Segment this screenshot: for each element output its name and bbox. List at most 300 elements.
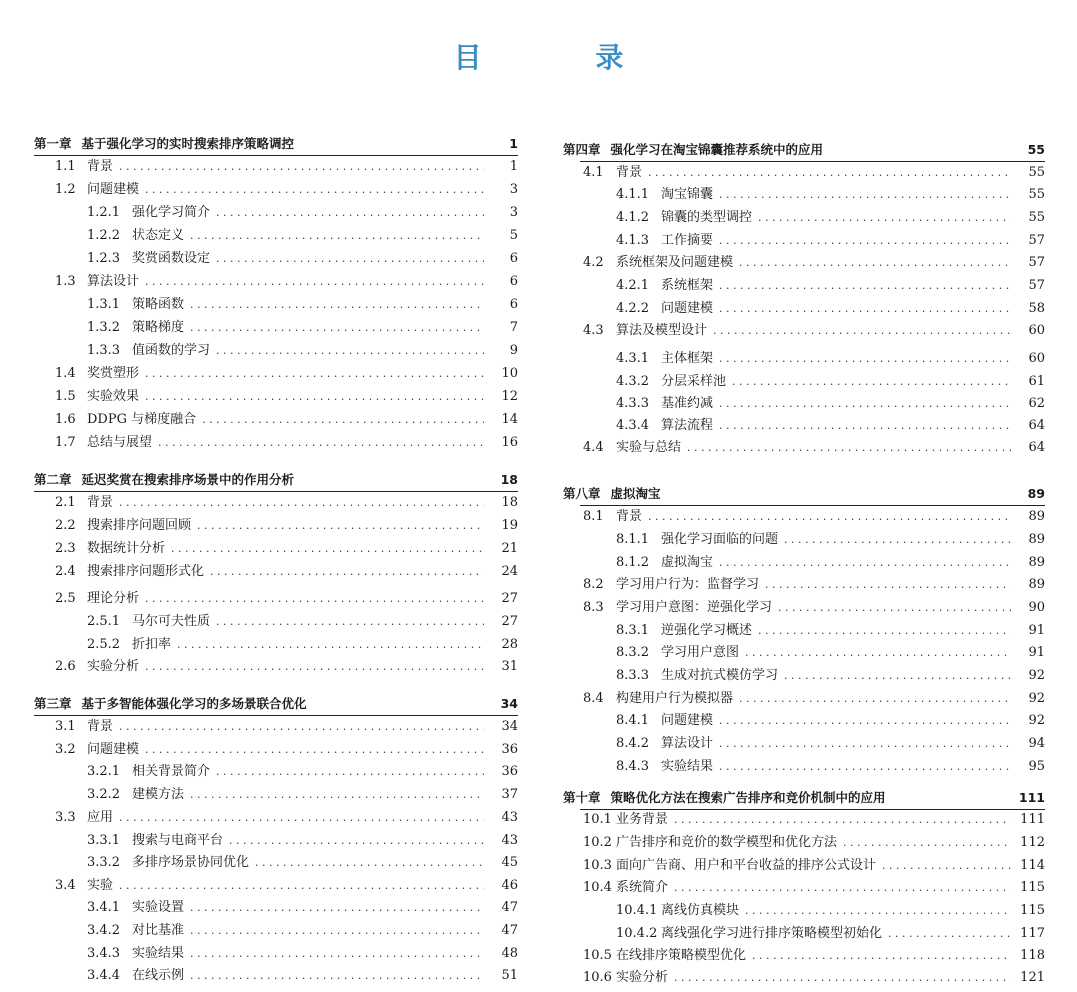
- toc-subsection-entry[interactable]: [87, 249, 518, 269]
- dot-leader: [732, 372, 1011, 392]
- entry-number: 4.2.2: [616, 301, 650, 316]
- entry-page-number: 91: [1028, 623, 1045, 638]
- dot-leader: [190, 295, 484, 315]
- entry-number: 8.3.3: [616, 668, 650, 683]
- dot-leader: [719, 276, 1011, 296]
- chapter-page-number: 34: [500, 696, 518, 711]
- entry-title: 逆强化学习概述: [661, 623, 753, 638]
- toc-subsection-entry[interactable]: [616, 553, 1045, 573]
- entry-page-number: 89: [1028, 509, 1045, 524]
- entry-page-number: 62: [1028, 396, 1045, 411]
- entry-number: 1.2.2: [87, 228, 121, 243]
- entry-title: 实验结果: [132, 946, 185, 961]
- entry-title: 奖赏塑形: [87, 366, 140, 381]
- entry-number: 4.3.1: [616, 351, 650, 366]
- entry-page-number: 90: [1028, 600, 1045, 615]
- entry-title: 算法流程: [661, 418, 714, 433]
- toc-chapter-heading[interactable]: [34, 134, 518, 154]
- dot-leader: [739, 253, 1011, 273]
- entry-number: 2.5: [55, 591, 76, 606]
- toc-subsection-entry[interactable]: [87, 612, 518, 632]
- dot-leader: [719, 394, 1011, 414]
- entry-number: 2.1: [55, 495, 76, 510]
- entry-title: 在线示例: [132, 968, 185, 983]
- entry-number: 2.6: [55, 659, 76, 674]
- entry-title: 虚拟淘宝: [661, 555, 714, 570]
- dot-leader: [145, 180, 484, 200]
- toc-section-entry[interactable]: [55, 157, 518, 177]
- entry-page-number: 121: [1020, 970, 1045, 985]
- dot-leader: [190, 944, 484, 964]
- dot-leader: [190, 921, 484, 941]
- chapter-rule: [34, 155, 518, 156]
- entry-page-number: 115: [1020, 880, 1045, 895]
- toc-section-entry[interactable]: [583, 163, 1045, 183]
- dot-leader: [719, 231, 1011, 251]
- entry-number: 2.3: [55, 541, 76, 556]
- toc-subsection-entry[interactable]: [87, 341, 518, 361]
- entry-number: 10.6: [583, 970, 612, 985]
- toc-chapter-heading[interactable]: [563, 484, 1045, 504]
- toc-subsection-entry[interactable]: [616, 299, 1045, 319]
- entry-number: 4.3.4: [616, 418, 650, 433]
- entry-number: 1.7: [55, 435, 76, 450]
- entry-number: 3.2.1: [87, 764, 121, 779]
- entry-number: 3.4.3: [87, 946, 121, 961]
- entry-page-number: 3: [509, 205, 518, 220]
- toc-section-entry[interactable]: [55, 539, 518, 559]
- entry-page-number: 12: [501, 389, 518, 404]
- toc-subsection-entry[interactable]: [87, 831, 518, 851]
- entry-title: 系统框架及问题建模: [616, 255, 734, 270]
- toc-subsection-entry[interactable]: [616, 757, 1045, 777]
- chapter-title: 延迟奖赏在搜索排序场景中的作用分析: [81, 472, 295, 487]
- dot-leader: [190, 226, 484, 246]
- toc-subsection-entry[interactable]: [87, 318, 518, 338]
- dot-leader: [758, 621, 1011, 641]
- entry-page-number: 51: [501, 968, 518, 983]
- entry-number: 8.2: [583, 577, 604, 592]
- entry-number: 1.3.3: [87, 343, 121, 358]
- chapter-title: 基于强化学习的实时搜索排序策略调控: [81, 136, 295, 151]
- entry-title: 实验结果: [661, 759, 714, 774]
- toc-subsection-entry[interactable]: [87, 853, 518, 873]
- entry-page-number: 92: [1028, 668, 1045, 683]
- dot-leader: [119, 876, 484, 896]
- entry-page-number: 61: [1028, 374, 1045, 389]
- toc-section-entry[interactable]: [55, 433, 518, 453]
- toc-section-entry[interactable]: [583, 946, 1045, 966]
- entry-number: 3.4.4: [87, 968, 121, 983]
- entry-page-number: 21: [501, 541, 518, 556]
- entry-title: 学习用户意图: [661, 645, 740, 660]
- toc-section-entry[interactable]: [583, 856, 1045, 876]
- toc-subsection-entry[interactable]: [616, 924, 1045, 944]
- entry-title: 实验与总结: [616, 440, 682, 455]
- entry-title: 系统框架: [661, 278, 714, 293]
- entry-page-number: 5: [509, 228, 518, 243]
- entry-page-number: 18: [501, 495, 518, 510]
- toc-section-entry[interactable]: [583, 575, 1045, 595]
- dot-leader: [119, 157, 484, 177]
- toc-subsection-entry[interactable]: [87, 898, 518, 918]
- entry-page-number: 58: [1028, 301, 1045, 316]
- entry-number: 4.3.2: [616, 374, 650, 389]
- entry-title: 策略函数: [132, 297, 185, 312]
- entry-title: 算法及模型设计: [616, 323, 708, 338]
- entry-title: 离线强化学习进行排序策略模型初始化: [661, 926, 883, 941]
- dot-leader: [745, 643, 1011, 663]
- entry-page-number: 6: [509, 251, 518, 266]
- entry-title: 理论分析: [87, 591, 140, 606]
- entry-number: 4.2: [583, 255, 604, 270]
- toc-section-entry[interactable]: [55, 740, 518, 760]
- toc-subsection-entry[interactable]: [616, 185, 1045, 205]
- entry-title: 算法设计: [661, 736, 714, 751]
- dot-leader: [778, 598, 1011, 618]
- dot-leader: [719, 734, 1011, 754]
- toc-subsection-entry[interactable]: [616, 349, 1045, 369]
- toc-subsection-entry[interactable]: [616, 621, 1045, 641]
- entry-page-number: 37: [501, 787, 518, 802]
- dot-leader: [216, 341, 484, 361]
- toc-subsection-entry[interactable]: [87, 635, 518, 655]
- dot-leader: [216, 203, 484, 223]
- toc-subsection-entry[interactable]: [87, 921, 518, 941]
- entry-page-number: 57: [1028, 255, 1045, 270]
- toc-subsection-entry[interactable]: [616, 643, 1045, 663]
- toc-section-entry[interactable]: [55, 876, 518, 896]
- entry-title: 问题建模: [661, 713, 714, 728]
- entry-page-number: 95: [1028, 759, 1045, 774]
- dot-leader: [719, 757, 1011, 777]
- entry-page-number: 94: [1028, 736, 1045, 751]
- dot-leader: [119, 717, 484, 737]
- entry-page-number: 60: [1028, 351, 1045, 366]
- entry-title: 实验分析: [87, 659, 140, 674]
- entry-number: 3.1: [55, 719, 76, 734]
- chapter-rule: [580, 505, 1045, 506]
- dot-leader: [739, 689, 1011, 709]
- dot-leader: [177, 635, 484, 655]
- toc-subsection-entry[interactable]: [616, 372, 1045, 392]
- toc-section-entry[interactable]: [55, 410, 518, 430]
- dot-leader: [171, 539, 484, 559]
- dot-leader: [745, 901, 1011, 921]
- toc-subsection-entry[interactable]: [616, 901, 1045, 921]
- entry-title: 问题建模: [661, 301, 714, 316]
- dot-leader: [190, 966, 484, 986]
- entry-number: 8.3: [583, 600, 604, 615]
- dot-leader: [674, 878, 1011, 898]
- entry-page-number: 47: [501, 900, 518, 915]
- dot-leader: [145, 272, 484, 292]
- dot-leader: [190, 785, 484, 805]
- entry-page-number: 89: [1028, 577, 1045, 592]
- dot-leader: [719, 711, 1011, 731]
- toc-section-entry[interactable]: [55, 589, 518, 609]
- chapter-rule: [34, 715, 518, 716]
- dot-leader: [119, 808, 484, 828]
- toc-subsection-entry[interactable]: [616, 208, 1045, 228]
- entry-title: 淘宝锦囊: [661, 187, 714, 202]
- toc-section-entry[interactable]: [55, 493, 518, 513]
- entry-number: 10.4.1: [616, 903, 658, 918]
- toc-subsection-entry[interactable]: [616, 416, 1045, 436]
- toc-subsection-entry[interactable]: [616, 734, 1045, 754]
- entry-number: 3.3.1: [87, 833, 121, 848]
- chapter-page-number: 89: [1027, 486, 1045, 501]
- toc-section-entry[interactable]: [583, 878, 1045, 898]
- toc-section-entry[interactable]: [55, 364, 518, 384]
- entry-number: 1.3: [55, 274, 76, 289]
- entry-page-number: 55: [1028, 165, 1045, 180]
- entry-number: 1.1: [55, 159, 76, 174]
- dot-leader: [119, 493, 484, 513]
- dot-leader: [210, 562, 484, 582]
- toc-section-entry[interactable]: [583, 598, 1045, 618]
- entry-title: 构建用户行为模拟器: [616, 691, 734, 706]
- chapter-label: 第二章: [34, 472, 72, 487]
- toc-subsection-entry[interactable]: [87, 226, 518, 246]
- entry-title: 算法设计: [87, 274, 140, 289]
- entry-number: 8.4: [583, 691, 604, 706]
- dot-leader: [190, 898, 484, 918]
- entry-title: 学习用户行为：监督学习: [616, 577, 760, 592]
- entry-page-number: 89: [1028, 532, 1045, 547]
- entry-page-number: 43: [501, 810, 518, 825]
- entry-page-number: 115: [1020, 903, 1045, 918]
- entry-page-number: 36: [501, 764, 518, 779]
- chapter-title: 强化学习在淘宝锦囊推荐系统中的应用: [610, 142, 824, 157]
- entry-page-number: 3: [509, 182, 518, 197]
- entry-page-number: 6: [509, 274, 518, 289]
- entry-title: 基准约减: [661, 396, 714, 411]
- toc-subsection-entry[interactable]: [87, 966, 518, 986]
- toc-subsection-entry[interactable]: [87, 944, 518, 964]
- entry-number: 1.2: [55, 182, 76, 197]
- toc-section-entry[interactable]: [55, 272, 518, 292]
- dot-leader: [145, 387, 484, 407]
- entry-title: 状态定义: [132, 228, 185, 243]
- toc-subsection-entry[interactable]: [616, 394, 1045, 414]
- entry-number: 2.5.1: [87, 614, 121, 629]
- entry-title: 背景: [87, 495, 114, 510]
- toc-subsection-entry[interactable]: [616, 711, 1045, 731]
- toc-chapter-heading[interactable]: [563, 140, 1045, 160]
- entry-number: 3.4.1: [87, 900, 121, 915]
- dot-leader: [145, 364, 484, 384]
- entry-number: 8.4.1: [616, 713, 650, 728]
- chapter-title: 策略优化方法在搜索广告排序和竞价机制中的应用: [610, 790, 886, 805]
- entry-page-number: 19: [501, 518, 518, 533]
- entry-number: 10.5: [583, 948, 612, 963]
- entry-number: 4.1.3: [616, 233, 650, 248]
- entry-number: 8.1: [583, 509, 604, 524]
- toc-subsection-entry[interactable]: [87, 295, 518, 315]
- dot-leader: [765, 575, 1011, 595]
- entry-number: 3.4.2: [87, 923, 121, 938]
- entry-number: 1.4: [55, 366, 76, 381]
- entry-number: 4.1.1: [616, 187, 650, 202]
- dot-leader: [719, 185, 1011, 205]
- dot-leader: [648, 163, 1011, 183]
- entry-number: 3.4: [55, 878, 76, 893]
- entry-title: 主体框架: [661, 351, 714, 366]
- entry-title: 背景: [87, 159, 114, 174]
- entry-title: 工作摘要: [661, 233, 714, 248]
- entry-title: 实验效果: [87, 389, 140, 404]
- dot-leader: [784, 666, 1011, 686]
- entry-title: 在线排序策略模型优化: [616, 948, 747, 963]
- chapter-page-number: 55: [1027, 142, 1045, 157]
- entry-title: 值函数的学习: [132, 343, 211, 358]
- toc-section-entry[interactable]: [583, 833, 1045, 853]
- entry-title: 马尔可夫性质: [132, 614, 211, 629]
- entry-title: 离线仿真模块: [661, 903, 740, 918]
- toc-section-entry[interactable]: [55, 657, 518, 677]
- entry-page-number: 36: [501, 742, 518, 757]
- entry-number: 3.3.2: [87, 855, 121, 870]
- entry-number: 4.2.1: [616, 278, 650, 293]
- entry-page-number: 24: [501, 564, 518, 579]
- toc-chapter-heading[interactable]: [34, 694, 518, 714]
- dot-leader: [158, 433, 484, 453]
- entry-number: 10.4: [583, 880, 612, 895]
- toc-section-entry[interactable]: [583, 689, 1045, 709]
- entry-page-number: 16: [501, 435, 518, 450]
- entry-page-number: 89: [1028, 555, 1045, 570]
- entry-page-number: 10: [501, 366, 518, 381]
- chapter-label: 第一章: [34, 136, 72, 151]
- dot-leader: [882, 856, 1011, 876]
- entry-title: 对比基准: [132, 923, 185, 938]
- toc-section-entry[interactable]: [55, 180, 518, 200]
- entry-page-number: 64: [1028, 440, 1045, 455]
- entry-page-number: 27: [501, 614, 518, 629]
- dot-leader: [784, 530, 1011, 550]
- toc-section-entry[interactable]: [55, 562, 518, 582]
- entry-title: 奖赏函数设定: [132, 251, 211, 266]
- toc-subsection-entry[interactable]: [87, 203, 518, 223]
- entry-number: 2.5.2: [87, 637, 121, 652]
- toc-section-entry[interactable]: [583, 253, 1045, 273]
- dot-leader: [216, 762, 484, 782]
- chapter-rule: [34, 491, 518, 492]
- toc-left-column: [0, 0, 528, 992]
- entry-page-number: 27: [501, 591, 518, 606]
- entry-title: 应用: [87, 810, 114, 825]
- entry-page-number: 118: [1020, 948, 1045, 963]
- toc-section-entry[interactable]: [55, 808, 518, 828]
- toc-section-entry[interactable]: [583, 507, 1045, 527]
- dot-leader: [719, 416, 1011, 436]
- entry-number: 10.1: [583, 812, 612, 827]
- dot-leader: [674, 810, 1011, 830]
- entry-number: 1.6: [55, 412, 76, 427]
- toc-subsection-entry[interactable]: [616, 666, 1045, 686]
- entry-number: 1.3.2: [87, 320, 121, 335]
- entry-page-number: 55: [1028, 210, 1045, 225]
- toc-section-entry[interactable]: [583, 968, 1045, 988]
- entry-number: 1.3.1: [87, 297, 121, 312]
- dot-leader: [674, 968, 1011, 988]
- entry-page-number: 117: [1020, 926, 1045, 941]
- entry-page-number: 14: [501, 412, 518, 427]
- toc-subsection-entry[interactable]: [616, 276, 1045, 296]
- dot-leader: [687, 438, 1011, 458]
- chapter-label: 第八章: [563, 486, 601, 501]
- toc-subsection-entry[interactable]: [616, 530, 1045, 550]
- entry-title: 实验分析: [616, 970, 669, 985]
- toc-section-entry[interactable]: [55, 717, 518, 737]
- entry-page-number: 31: [501, 659, 518, 674]
- toc-section-entry[interactable]: [55, 387, 518, 407]
- entry-page-number: 48: [501, 946, 518, 961]
- entry-title: 问题建模: [87, 182, 140, 197]
- toc-subsection-entry[interactable]: [87, 762, 518, 782]
- entry-number: 4.1: [583, 165, 604, 180]
- entry-title: 生成对抗式模仿学习: [661, 668, 779, 683]
- chapter-page-number: 111: [1018, 790, 1045, 805]
- entry-title: 总结与展望: [87, 435, 153, 450]
- chapter-page-number: 18: [500, 472, 518, 487]
- toc-subsection-entry[interactable]: [616, 231, 1045, 251]
- entry-number: 1.2.3: [87, 251, 121, 266]
- chapter-label: 第四章: [563, 142, 601, 157]
- toc-title: 目 录: [453, 41, 676, 74]
- entry-page-number: 34: [501, 719, 518, 734]
- dot-leader: [719, 299, 1011, 319]
- entry-page-number: 46: [501, 878, 518, 893]
- toc-chapter-heading[interactable]: [563, 788, 1045, 808]
- dot-leader: [713, 321, 1011, 341]
- entry-title: 策略梯度: [132, 320, 185, 335]
- chapter-title: 基于多智能体强化学习的多场景联合优化: [81, 696, 307, 711]
- entry-title: 建模方法: [132, 787, 185, 802]
- entry-title: 折扣率: [132, 637, 172, 652]
- entry-number: 3.3: [55, 810, 76, 825]
- entry-title: 搜索与电商平台: [132, 833, 224, 848]
- chapter-label: 第十章: [563, 790, 601, 805]
- entry-number: 4.3: [583, 323, 604, 338]
- entry-number: 8.3.2: [616, 645, 650, 660]
- dot-leader: [145, 740, 484, 760]
- dot-leader: [190, 318, 484, 338]
- toc-chapter-heading[interactable]: [34, 470, 518, 490]
- entry-number: 1.5: [55, 389, 76, 404]
- entry-page-number: 6: [509, 297, 518, 312]
- entry-page-number: 57: [1028, 233, 1045, 248]
- entry-title: DDPG 与梯度融合: [87, 412, 197, 427]
- entry-title: 相关背景简介: [132, 764, 211, 779]
- dot-leader: [229, 831, 484, 851]
- chapter-page-number: 1: [509, 136, 518, 151]
- entry-page-number: 57: [1028, 278, 1045, 293]
- toc-right-column: [540, 0, 1077, 992]
- entry-title: 业务背景: [616, 812, 669, 827]
- entry-page-number: 60: [1028, 323, 1045, 338]
- toc-section-entry[interactable]: [583, 321, 1045, 341]
- entry-title: 学习用户意图：逆强化学习: [616, 600, 773, 615]
- toc-section-entry[interactable]: [583, 438, 1045, 458]
- toc-section-entry[interactable]: [55, 516, 518, 536]
- entry-title: 锦囊的类型调控: [661, 210, 753, 225]
- entry-title: 实验: [87, 878, 114, 893]
- entry-title: 分层采样池: [661, 374, 727, 389]
- toc-subsection-entry[interactable]: [87, 785, 518, 805]
- toc-section-entry[interactable]: [583, 810, 1045, 830]
